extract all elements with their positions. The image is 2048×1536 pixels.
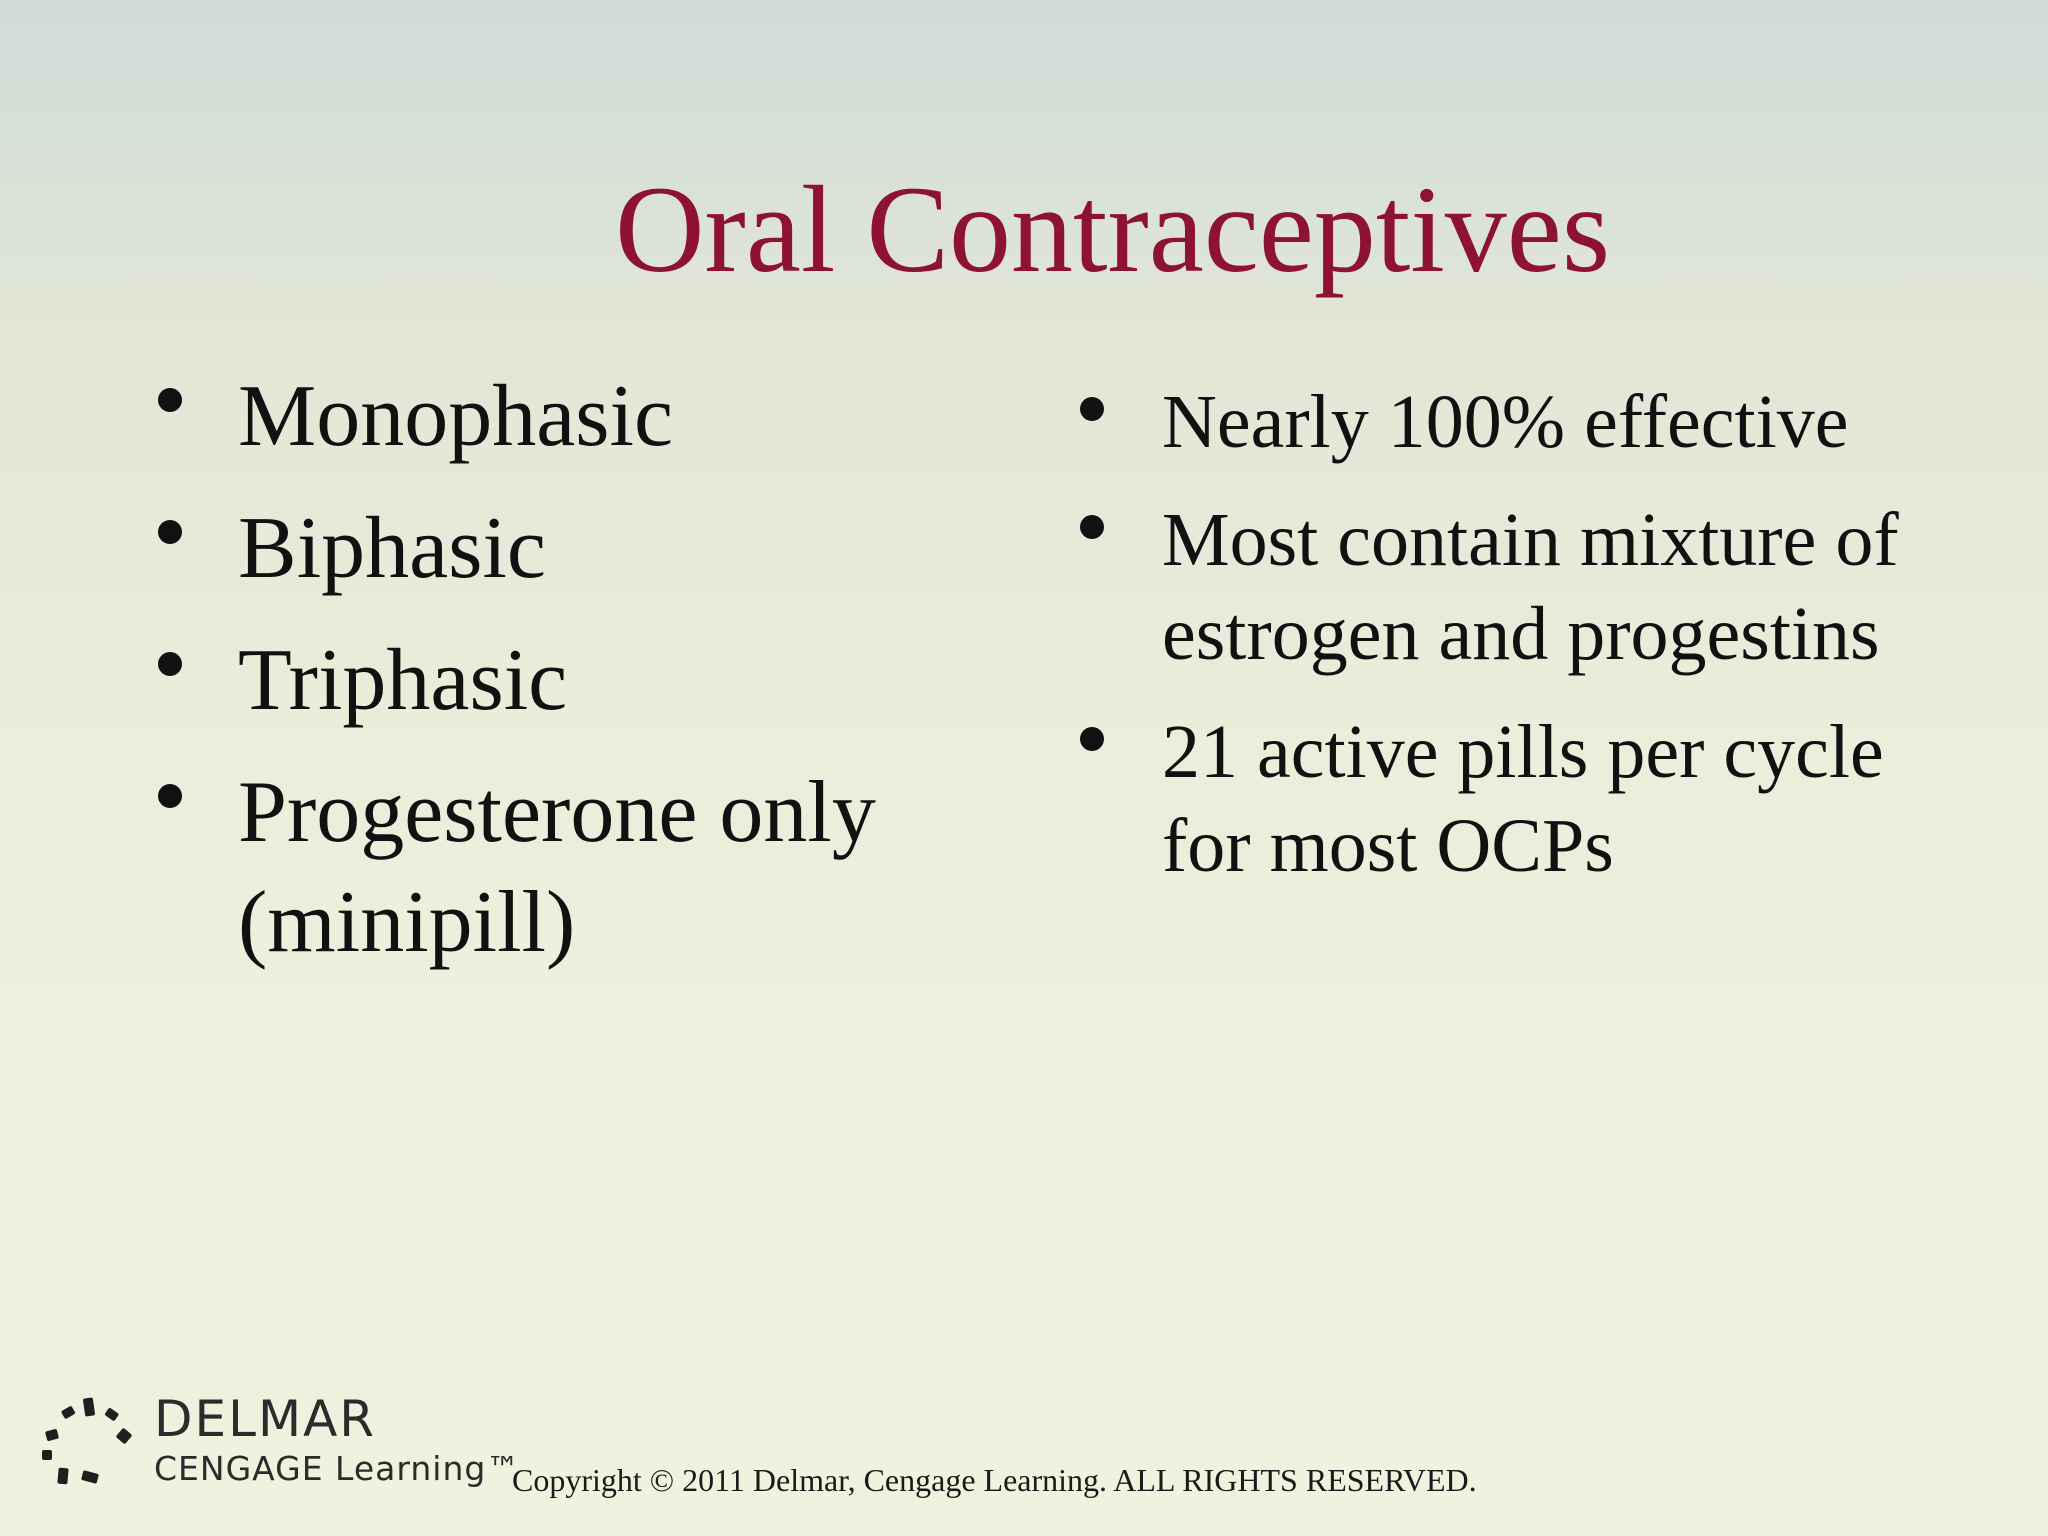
bullet-text: 21 active pills per cycle for most OCPs <box>1162 710 1884 888</box>
cengage-burst-icon <box>38 1396 138 1496</box>
copyright-notice: Copyright © 2011 Delmar, Cengage Learning. ALL RIGHTS RESERVED. <box>512 1462 1477 1498</box>
bullet-dot-icon <box>158 388 182 412</box>
left-bullet-list <box>158 362 938 1000</box>
bullet-text: Nearly 100% effective <box>1162 380 1849 464</box>
bullet-item-biphasic <box>158 494 938 604</box>
bullet-dot-icon <box>1080 515 1104 539</box>
bullet-item-monophasic <box>158 362 938 472</box>
bullet-dot-icon <box>1080 727 1104 751</box>
bullet-item-pill-count <box>1080 705 1980 893</box>
right-bullet-list <box>1080 375 1980 917</box>
bullet-text: Triphasic <box>238 632 568 729</box>
bullet-text: Progesterone only (minipill) <box>238 764 876 971</box>
bullet-item-progesterone-only <box>158 758 938 978</box>
bullet-dot-icon <box>158 520 182 544</box>
delmar-cengage-logo <box>38 1390 521 1496</box>
bullet-item-composition <box>1080 493 1980 681</box>
bullet-dot-icon <box>158 784 182 808</box>
logo-cengage-text: CENGAGE Learning™ <box>154 1449 521 1488</box>
bullet-dot-icon <box>158 652 182 676</box>
bullet-dot-icon <box>1080 397 1104 421</box>
bullet-text: Monophasic <box>238 368 674 465</box>
bullet-text: Biphasic <box>238 500 546 597</box>
slide-title: Oral Contraceptives <box>615 161 1611 298</box>
bullet-item-effectiveness <box>1080 375 1980 469</box>
logo-delmar-text: DELMAR <box>154 1390 377 1448</box>
bullet-item-triphasic <box>158 626 938 736</box>
bullet-text: Most contain mixture of estrogen and progestins <box>1162 498 1899 676</box>
